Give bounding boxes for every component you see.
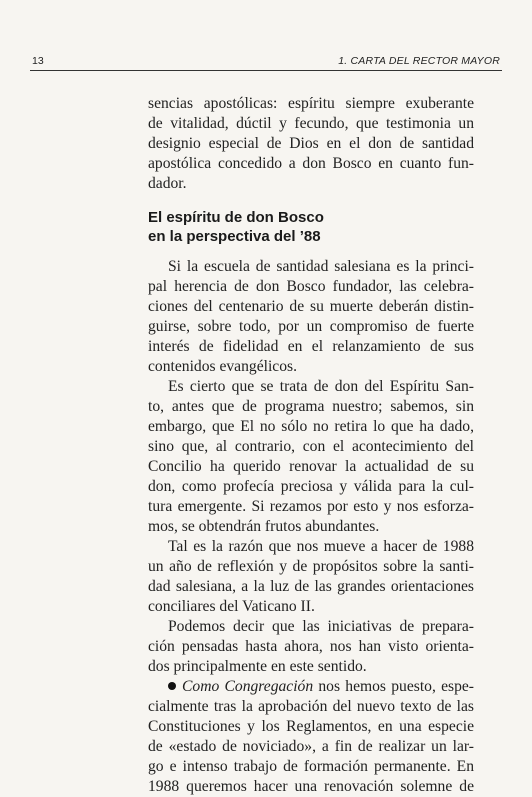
text-line: cialmente tras la aprobación del nuevo texto de las xyxy=(148,698,474,715)
text-line: sino que, al contrario, con el acontecimiento del xyxy=(148,438,474,455)
section-heading xyxy=(148,208,474,246)
text-line: Es cierto que se trata de don del Espíritu San- xyxy=(168,378,474,395)
text-line: dos principalmente en este sentido. xyxy=(148,658,367,675)
text-line: Constituciones y los Reglamentos, en una especie xyxy=(148,718,474,735)
text-line: 1988 queremos hacer una renovación solemne de xyxy=(148,778,474,795)
text-line: don, como profecía preciosa y válida para la cul- xyxy=(148,478,474,495)
bullet-icon xyxy=(168,682,176,690)
text-line: Si la escuela de santidad salesiana es la princi- xyxy=(168,258,474,275)
page-number: 13 xyxy=(32,55,44,67)
text-line: go e intenso trabajo de formación permanente. En xyxy=(148,758,474,775)
heading-line: en la perspectiva del ’88 xyxy=(148,228,321,245)
text-line: mos, se obtendrán frutos abundantes. xyxy=(148,518,380,535)
running-header xyxy=(30,52,502,71)
text-line: contenidos evangélicos. xyxy=(148,358,297,375)
text-line: embargo, que El no sólo no retira lo que ha dado, xyxy=(148,418,474,435)
text-line: de vitalidad, dúctil y fecundo, que testimonia un xyxy=(148,115,474,132)
text-line: to, antes que de programa nuestro; sabemos, sin xyxy=(148,398,474,415)
text-line: Concilio ha querido renovar la actualidad de su xyxy=(148,458,474,475)
heading-line: El espíritu de don Bosco xyxy=(148,209,324,226)
text-line: tura emergente. Si rezamos por esto y nos esforza- xyxy=(148,498,474,515)
text-line: un año de reflexión y de propósitos sobre la santi- xyxy=(148,558,474,575)
text-line: ciones del centenario de su muerte deberán distin- xyxy=(148,298,474,315)
text-line: guirse, sobre todo, por un compromiso de fuerte xyxy=(148,318,474,335)
main-text xyxy=(148,257,474,797)
running-title: 1. CARTA DEL RECTOR MAYOR xyxy=(338,55,500,67)
text-line: dador. xyxy=(148,175,187,192)
text-line-bulleted xyxy=(148,677,474,697)
text-line: dad salesiana, a la luz de las grandes orientaciones xyxy=(148,578,474,595)
text-line: designio especial de Dios en el don de santidad xyxy=(148,135,474,152)
text-line: de «estado de noviciado», a fin de realizar un lar- xyxy=(148,738,474,755)
text-run: nos hemos puesto, espe- xyxy=(313,678,474,695)
text-line: ción pensadas hasta ahora, nos han visto orienta- xyxy=(148,638,474,655)
text-line: apostólica concedido a don Bosco en cuanto fun- xyxy=(148,155,474,172)
italic-phrase: Como Congregación xyxy=(182,678,314,695)
text-line: pal herencia de don Bosco fundador, las celebra- xyxy=(148,278,474,295)
text-line: interés de fidelidad en el relanzamiento de sus xyxy=(148,338,474,355)
text-line: sencias apostólicas: espíritu siempre exuberante xyxy=(148,95,474,112)
text-line: Podemos decir que las iniciativas de prepara- xyxy=(168,618,474,635)
text-line: conciliares del Vaticano II. xyxy=(148,598,315,615)
intro-paragraph xyxy=(148,94,474,194)
text-line: Tal es la razón que nos mueve a hacer de 1988 xyxy=(168,538,474,555)
